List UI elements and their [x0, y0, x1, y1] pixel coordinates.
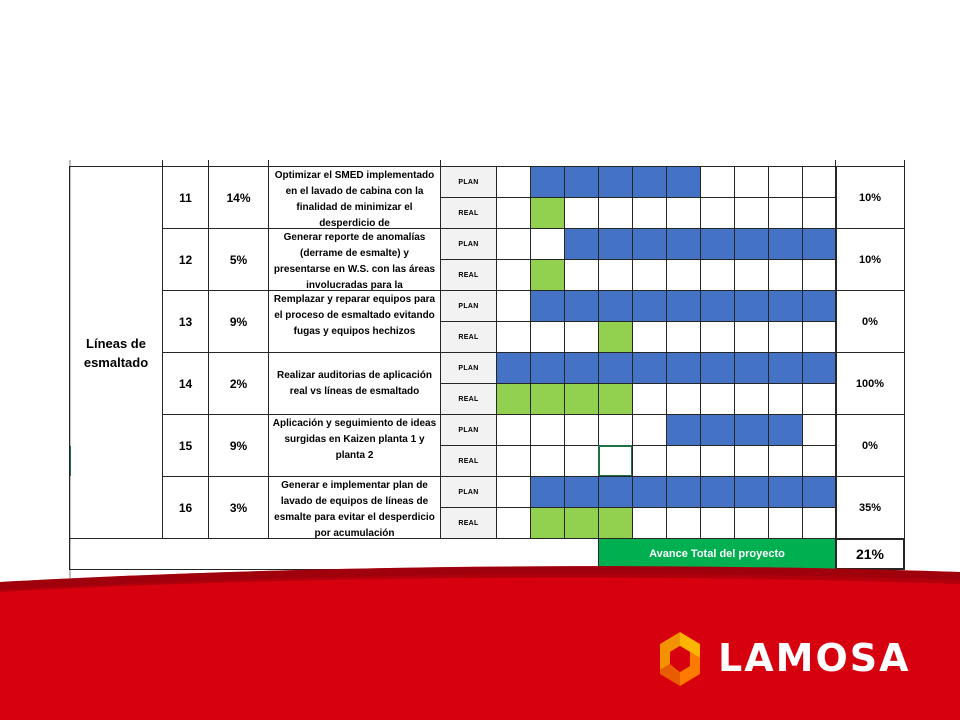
real-week-cell[interactable]	[496, 507, 531, 539]
real-row-label[interactable]: REAL	[440, 445, 497, 477]
plan-week-cell[interactable]	[802, 352, 837, 384]
task-weight[interactable]: 9%	[208, 414, 269, 477]
plan-week-cell[interactable]	[666, 228, 701, 260]
plan-week-cell[interactable]	[700, 414, 735, 446]
plan-week-cell[interactable]	[768, 352, 803, 384]
plan-week-cell[interactable]	[632, 414, 667, 446]
plan-week-cell[interactable]	[530, 228, 565, 260]
task-number[interactable]: 11	[162, 166, 209, 229]
real-row-label[interactable]: REAL	[440, 507, 497, 539]
real-row-label[interactable]: REAL	[440, 321, 497, 353]
real-week-cell[interactable]	[802, 321, 837, 353]
real-week-cell[interactable]	[496, 445, 531, 477]
real-week-cell[interactable]	[530, 259, 565, 291]
real-week-cell[interactable]	[666, 321, 701, 353]
real-row-label[interactable]: REAL	[440, 259, 497, 291]
plan-week-cell[interactable]	[564, 166, 599, 198]
real-week-cell[interactable]	[768, 445, 803, 477]
plan-week-cell[interactable]	[666, 352, 701, 384]
real-week-cell[interactable]	[768, 507, 803, 539]
real-week-cell[interactable]	[802, 259, 837, 291]
plan-week-cell[interactable]	[530, 476, 565, 508]
plan-week-cell[interactable]	[768, 476, 803, 508]
plan-week-cell[interactable]	[496, 414, 531, 446]
plan-week-cell[interactable]	[666, 476, 701, 508]
real-week-cell[interactable]	[564, 383, 599, 415]
real-week-cell[interactable]	[530, 445, 565, 477]
task-description[interactable]: Optimizar el SMED implementado en el lavado de cabina con la finalidad de minimizar el desperdicio de	[268, 166, 441, 229]
real-week-cell[interactable]	[632, 321, 667, 353]
real-week-cell[interactable]	[734, 197, 769, 229]
task-number[interactable]: 12	[162, 228, 209, 291]
task-progress[interactable]: 10%	[835, 166, 905, 229]
plan-week-cell[interactable]	[802, 228, 837, 260]
task-weight[interactable]: 3%	[208, 476, 269, 539]
plan-week-cell[interactable]	[802, 166, 837, 198]
plan-week-cell[interactable]	[530, 414, 565, 446]
plan-week-cell[interactable]	[530, 352, 565, 384]
real-week-cell[interactable]	[802, 507, 837, 539]
task-weight[interactable]: 5%	[208, 228, 269, 291]
logo-wordmark: LAMOSA	[718, 636, 911, 680]
plan-week-cell[interactable]	[632, 476, 667, 508]
real-week-cell[interactable]	[632, 445, 667, 477]
group-label-cell[interactable]: Líneas de esmaltado	[69, 166, 163, 539]
real-week-cell[interactable]	[598, 507, 633, 539]
real-week-cell[interactable]	[564, 197, 599, 229]
task-progress[interactable]: 0%	[835, 414, 905, 477]
real-week-cell[interactable]	[530, 383, 565, 415]
plan-week-cell[interactable]	[632, 290, 667, 322]
real-week-cell[interactable]	[666, 383, 701, 415]
task-description[interactable]: Aplicación y seguimiento de ideas surgidas en Kaizen planta 1 y planta 2	[268, 414, 441, 477]
lamosa-logo	[652, 630, 912, 690]
plan-week-cell[interactable]	[666, 166, 701, 198]
plan-row-label[interactable]: PLAN	[440, 352, 497, 384]
task-description[interactable]: Generar e implementar plan de lavado de equipos de líneas de esmalte para evitar el desperdicio por acumulación	[268, 476, 441, 539]
plan-week-cell[interactable]	[700, 290, 735, 322]
real-week-cell[interactable]	[700, 383, 735, 415]
real-week-cell[interactable]	[666, 197, 701, 229]
task-progress[interactable]: 35%	[835, 476, 905, 539]
plan-week-cell[interactable]	[700, 476, 735, 508]
lamosa-emblem-icon	[652, 630, 708, 688]
plan-week-cell[interactable]	[598, 414, 633, 446]
task-description[interactable]: Generar reporte de anomalías (derrame de esmalte) y presentarse en W.S. con las áreas involucradas para la	[268, 228, 441, 291]
plan-week-cell[interactable]	[564, 476, 599, 508]
real-week-cell[interactable]	[564, 259, 599, 291]
plan-row-label[interactable]: PLAN	[440, 290, 497, 322]
plan-week-cell[interactable]	[700, 352, 735, 384]
real-week-cell[interactable]	[700, 507, 735, 539]
plan-week-cell[interactable]	[666, 290, 701, 322]
plan-week-cell[interactable]	[734, 290, 769, 322]
plan-week-cell[interactable]	[598, 290, 633, 322]
task-progress[interactable]: 10%	[835, 228, 905, 291]
plan-week-cell[interactable]	[700, 166, 735, 198]
plan-week-cell[interactable]	[496, 476, 531, 508]
plan-week-cell[interactable]	[496, 352, 531, 384]
task-weight[interactable]: 9%	[208, 290, 269, 353]
real-week-cell[interactable]	[700, 259, 735, 291]
task-description[interactable]: Realizar auditorias de aplicación real vs líneas de esmaltado	[268, 352, 441, 415]
task-progress[interactable]: 100%	[835, 352, 905, 415]
plan-week-cell[interactable]	[598, 166, 633, 198]
plan-week-cell[interactable]	[564, 414, 599, 446]
plan-week-cell[interactable]	[802, 290, 837, 322]
plan-week-cell[interactable]	[632, 228, 667, 260]
real-week-cell[interactable]	[564, 445, 599, 477]
plan-week-cell[interactable]	[496, 228, 531, 260]
plan-week-cell[interactable]	[802, 414, 837, 446]
real-week-cell[interactable]	[598, 259, 633, 291]
real-week-cell[interactable]	[666, 445, 701, 477]
plan-week-cell[interactable]	[768, 228, 803, 260]
real-week-cell[interactable]	[496, 383, 531, 415]
real-week-cell[interactable]	[496, 321, 531, 353]
plan-week-cell[interactable]	[734, 414, 769, 446]
plan-week-cell[interactable]	[598, 228, 633, 260]
plan-week-cell[interactable]	[632, 166, 667, 198]
plan-week-cell[interactable]	[734, 166, 769, 198]
real-week-cell[interactable]	[802, 197, 837, 229]
real-week-cell[interactable]	[666, 259, 701, 291]
task-weight[interactable]: 14%	[208, 166, 269, 229]
plan-week-cell[interactable]	[496, 166, 531, 198]
task-progress[interactable]: 0%	[835, 290, 905, 353]
real-row-label[interactable]: REAL	[440, 197, 497, 229]
real-week-cell[interactable]	[734, 259, 769, 291]
plan-week-cell[interactable]	[530, 166, 565, 198]
plan-week-cell[interactable]	[530, 290, 565, 322]
plan-week-cell[interactable]	[564, 352, 599, 384]
plan-week-cell[interactable]	[768, 414, 803, 446]
real-week-cell[interactable]	[734, 383, 769, 415]
plan-row-label[interactable]: PLAN	[440, 476, 497, 508]
real-week-cell[interactable]	[496, 259, 531, 291]
plan-week-cell[interactable]	[734, 228, 769, 260]
plan-week-cell[interactable]	[632, 352, 667, 384]
real-week-cell[interactable]	[632, 383, 667, 415]
task-number[interactable]: 15	[162, 414, 209, 477]
plan-week-cell[interactable]	[666, 414, 701, 446]
real-row-label[interactable]: REAL	[440, 383, 497, 415]
real-week-cell[interactable]	[700, 321, 735, 353]
real-week-cell[interactable]	[632, 259, 667, 291]
plan-week-cell[interactable]	[564, 228, 599, 260]
real-week-cell[interactable]	[802, 383, 837, 415]
real-week-cell[interactable]	[734, 445, 769, 477]
real-week-cell[interactable]	[632, 507, 667, 539]
real-week-cell[interactable]	[598, 321, 633, 353]
total-progress-value[interactable]: 21%	[835, 538, 905, 570]
real-week-cell[interactable]	[564, 507, 599, 539]
real-week-cell[interactable]	[700, 445, 735, 477]
real-week-cell[interactable]	[768, 321, 803, 353]
total-progress-label[interactable]: Avance Total del proyecto	[598, 538, 836, 570]
plan-week-cell[interactable]	[768, 290, 803, 322]
plan-week-cell[interactable]	[598, 352, 633, 384]
plan-week-cell[interactable]	[802, 476, 837, 508]
plan-week-cell[interactable]	[768, 166, 803, 198]
plan-week-cell[interactable]	[700, 228, 735, 260]
plan-row-label[interactable]: PLAN	[440, 414, 497, 446]
real-week-cell[interactable]	[666, 507, 701, 539]
task-description[interactable]: Remplazar y reparar equipos para el proceso de esmaltado evitando fugas y equipos hechizos	[268, 290, 441, 353]
real-week-cell[interactable]	[496, 197, 531, 229]
real-week-cell[interactable]	[768, 197, 803, 229]
real-week-cell[interactable]	[598, 197, 633, 229]
plan-row-label[interactable]: PLAN	[440, 166, 497, 198]
real-week-cell[interactable]	[700, 197, 735, 229]
real-week-cell[interactable]	[530, 321, 565, 353]
real-week-cell[interactable]	[530, 507, 565, 539]
gantt-sheet	[69, 160, 907, 578]
task-number[interactable]: 16	[162, 476, 209, 539]
plan-week-cell[interactable]	[564, 290, 599, 322]
real-week-cell[interactable]	[598, 445, 633, 477]
real-week-cell[interactable]	[632, 197, 667, 229]
real-week-cell[interactable]	[768, 259, 803, 291]
task-number[interactable]: 14	[162, 352, 209, 415]
real-week-cell[interactable]	[564, 321, 599, 353]
plan-week-cell[interactable]	[496, 290, 531, 322]
plan-week-cell[interactable]	[598, 476, 633, 508]
plan-row-label[interactable]: PLAN	[440, 228, 497, 260]
real-week-cell[interactable]	[530, 197, 565, 229]
real-week-cell[interactable]	[734, 321, 769, 353]
task-weight[interactable]: 2%	[208, 352, 269, 415]
real-week-cell[interactable]	[802, 445, 837, 477]
plan-week-cell[interactable]	[734, 476, 769, 508]
real-week-cell[interactable]	[768, 383, 803, 415]
task-number[interactable]: 13	[162, 290, 209, 353]
plan-week-cell[interactable]	[734, 352, 769, 384]
real-week-cell[interactable]	[598, 383, 633, 415]
real-week-cell[interactable]	[734, 507, 769, 539]
